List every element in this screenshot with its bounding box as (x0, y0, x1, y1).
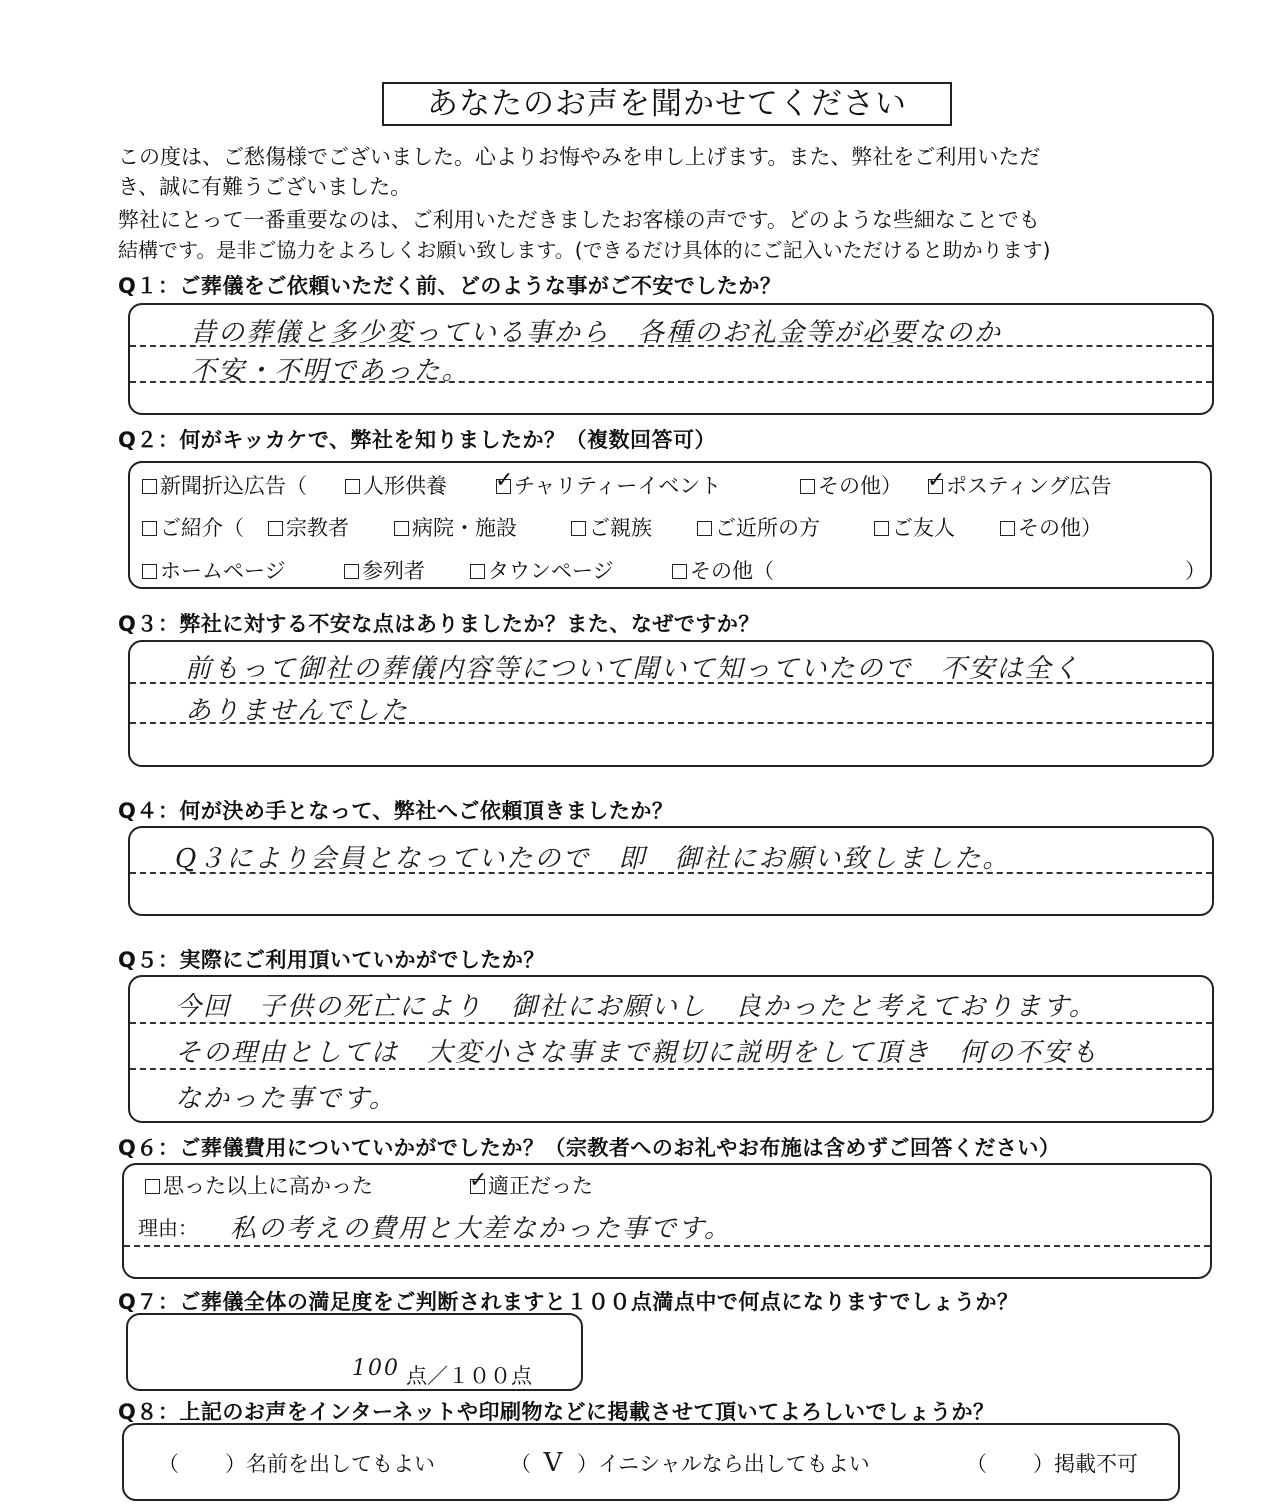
q2-opt-friend[interactable]: ご友人 (874, 512, 955, 542)
q1-question: Q１：ご葬儀をご依頼いただく前、どのような事がご不安でしたか？ (118, 274, 782, 298)
q2-close-paren: ） (1185, 559, 1206, 583)
q2-opt-neighbor[interactable]: ご近所の方 (697, 512, 820, 542)
checkbox-icon[interactable] (800, 479, 815, 494)
checkbox-icon[interactable] (142, 564, 157, 579)
checkbox-icon[interactable] (145, 1179, 160, 1194)
q2-opt-other-1[interactable]: その他） (800, 470, 902, 500)
checkbox-icon[interactable] (142, 479, 157, 494)
q3-answer-line-1: 前もって御社の葬儀内容等について聞いて知っていたので 不安は全く (185, 654, 1081, 684)
intro-line-2: き、誠に有難うございました。 (118, 175, 412, 199)
q5-question: Q５：実際にご利用頂いていかがでしたか？ (118, 948, 545, 972)
checkbox-icon[interactable] (470, 564, 485, 579)
q2-opt-charity[interactable]: ✓ チャリティーイベント (496, 470, 721, 500)
intro-line-3: 弊社にとって一番重要なのは、ご利用いただきましたお客様の声です。どのような些細なことでも (118, 208, 1040, 232)
q1-answer-line-1: 昔の葬儀と多少変っている事から 各種のお礼金等が必要なのか (190, 318, 1003, 348)
q3-answer-line-2: ありませんでした (185, 696, 410, 726)
checkbox-icon[interactable] (344, 564, 359, 579)
checkbox-icon[interactable] (672, 564, 687, 579)
checkbox-checked-icon[interactable] (470, 1179, 485, 1194)
checkbox-checked-icon[interactable] (928, 479, 943, 494)
checkbox-icon[interactable] (142, 521, 157, 536)
q6-opt-expensive[interactable]: 思った以上に高かった (145, 1170, 373, 1200)
q5-answer-line-3: なかった事です。 (175, 1084, 397, 1114)
q2-opt-doll[interactable]: 人形供養 (345, 470, 447, 500)
intro-line-4: 結構です。是非ご協力をよろしくお願い致します。(できるだけ具体的にご記入いただけると助かります) (118, 238, 1051, 262)
q4-question: Q４：何が決め手となって、弊社へご依頼頂きましたか？ (118, 799, 674, 823)
q6-opt-appropriate[interactable]: ✓ 適正だった (470, 1170, 593, 1200)
q6-question: Q６：ご葬儀費用についていかがでしたか？（宗教者へのお礼やお布施は含めずご回答ください） (118, 1136, 1061, 1160)
q2-opt-relatives[interactable]: ご親族 (571, 512, 652, 542)
q2-opt-religious[interactable]: 宗教者 (268, 512, 349, 542)
q2-opt-posting[interactable]: ✓ ポスティング広告 (928, 470, 1111, 500)
checkbox-icon[interactable] (874, 521, 889, 536)
checkbox-icon[interactable] (268, 521, 283, 536)
q2-opt-hospital[interactable]: 病院・施設 (394, 512, 517, 542)
q2-question: Q２：何がキッカケで、弊社を知りましたか？（複数回答可） (118, 428, 717, 452)
checkbox-icon[interactable] (345, 479, 360, 494)
q2-opt-homepage[interactable]: ホームページ (142, 555, 286, 585)
checkbox-icon[interactable] (394, 521, 409, 536)
q3-question: Q３：弊社に対する不安な点はありましたか？また、なぜですか？ (118, 612, 760, 636)
q1-answer-line-2: 不安・不明であった。 (190, 356, 470, 386)
q2-opt-other-3[interactable]: その他（ (672, 555, 774, 585)
intro-line-1: この度は、ご愁傷様でございました。心よりお悔やみを申し上げます。また、弊社をご利用いただ (118, 145, 1041, 169)
q7-score-suffix: 点／１００点 (406, 1364, 532, 1388)
q2-opt-newspaper[interactable]: 新聞折込広告（ (142, 470, 307, 500)
q5-answer-line-2: その理由としては 大変小さな事まで親切に説明をして頂き 何の不安も (175, 1038, 1100, 1068)
q8-opt-decline[interactable]: （ ）掲載不可 (966, 1452, 1138, 1476)
q8-mark-initial[interactable]: V (543, 1448, 565, 1478)
q7-question: Q７：ご葬儀全体の満足度をご判断されますと１００点満点中で何点になりますでしょうか？ (118, 1290, 1019, 1314)
q2-opt-townpage[interactable]: タウンページ (470, 555, 614, 585)
q6-rule-1 (124, 1245, 1210, 1247)
checkbox-checked-icon[interactable] (496, 479, 511, 494)
q6-reason-text: 私の考えの費用と大差なかった事です。 (230, 1214, 732, 1244)
q8-question: Q８：上記のお声をインターネットや印刷物などに掲載させて頂いてよろしいでしょうか？ (118, 1400, 995, 1424)
q8-opt-name[interactable]: （ ）名前を出してもよい (158, 1452, 435, 1476)
q8-opt-initial[interactable]: （ V ）イニシャルなら出してもよい (510, 1448, 870, 1478)
q2-opt-attendee[interactable]: 参列者 (344, 555, 425, 585)
q6-reason-label: 理由： (138, 1216, 198, 1240)
checkbox-icon[interactable] (697, 521, 712, 536)
q5-answer-line-1: 今回 子供の死亡により 御社にお願いし 良かったと考えております。 (175, 992, 1097, 1022)
q4-answer-line-1: Q３により会員となっていたので 即 御社にお願い致しました。 (175, 844, 1011, 874)
page-title: あなたのお声を聞かせてください (382, 82, 952, 126)
q2-opt-referral[interactable]: ご紹介（ (142, 512, 244, 542)
checkbox-icon[interactable] (1000, 521, 1015, 536)
q2-opt-other-2[interactable]: その他） (1000, 512, 1102, 542)
q7-score-value: 100 (352, 1356, 400, 1381)
checkbox-icon[interactable] (571, 521, 586, 536)
